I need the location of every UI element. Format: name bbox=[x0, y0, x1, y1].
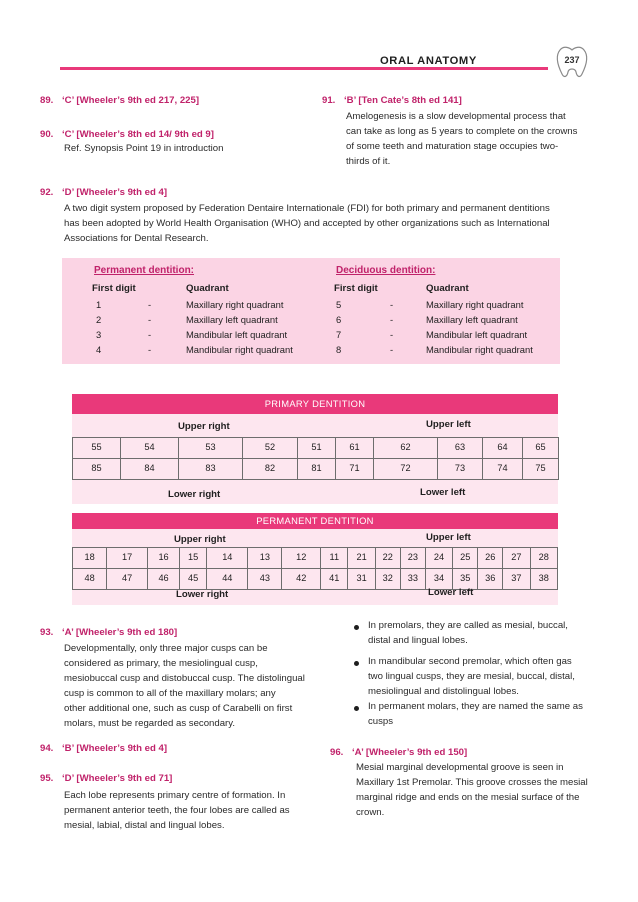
primary-upper-right-label: Upper right bbox=[178, 421, 230, 432]
tooth-number: 52 bbox=[243, 438, 298, 459]
fdi-quadrant: Maxillary left quadrant bbox=[186, 314, 278, 325]
text-line: thirds of it. bbox=[346, 156, 391, 167]
text-line: cusps bbox=[368, 716, 394, 727]
q96-text bbox=[356, 760, 606, 820]
fdi-dash: - bbox=[390, 329, 394, 340]
q95-number: 95. bbox=[40, 773, 54, 784]
tooth-number: 51 bbox=[298, 438, 336, 459]
text-line: Amelogenesis is a slow developmental process that bbox=[346, 111, 566, 122]
permanent-upper-row bbox=[73, 548, 558, 569]
bullet-icon bbox=[354, 625, 359, 630]
permanent-upper-left-label: Upper left bbox=[426, 532, 471, 543]
primary-upper-left-label: Upper left bbox=[426, 419, 471, 430]
tooth-number: 75 bbox=[523, 459, 559, 480]
tooth-number: 14 bbox=[207, 548, 248, 569]
tooth-number: 81 bbox=[298, 459, 336, 480]
text-line: distal and lingual lobes. bbox=[368, 635, 468, 646]
text-line: Mesial marginal developmental groove is seen in bbox=[356, 762, 564, 773]
text-line: considered as primary, the mesiolingual cusp, bbox=[64, 658, 258, 669]
fdi-quadrant: Maxillary right quadrant bbox=[186, 299, 284, 310]
q90-block bbox=[40, 128, 214, 142]
permanent-lower-left-label: Lower left bbox=[428, 587, 474, 598]
q94-answer: ‘B’ [Wheeler’s 9th ed 4] bbox=[62, 743, 168, 754]
fdi-dash: - bbox=[148, 314, 152, 325]
q92-answer: ‘D’ [Wheeler’s 9th ed 4] bbox=[62, 187, 168, 198]
tooth-number: 83 bbox=[179, 459, 243, 480]
tooth-number: 46 bbox=[148, 569, 180, 590]
fdi-dash: - bbox=[148, 329, 152, 340]
permanent-first-digit-header: First digit bbox=[92, 283, 136, 294]
tooth-number: 65 bbox=[523, 438, 559, 459]
text-line: mesiobuccal cusp and distobuccal cusp. The distolingual bbox=[64, 673, 305, 684]
text-line: has been adopted by World Health Organisation (WHO) and accepted by other organizations such as International bbox=[64, 218, 550, 229]
fdi-quadrant: Mandibular left quadrant bbox=[426, 329, 528, 340]
tooth-number: 54 bbox=[121, 438, 179, 459]
tooth-number: 82 bbox=[243, 459, 298, 480]
permanent-quadrant-header: Quadrant bbox=[186, 283, 229, 294]
bullet-item-molars bbox=[368, 699, 608, 729]
tooth-number: 35 bbox=[453, 569, 478, 590]
q91-text bbox=[346, 109, 596, 169]
fdi-quadrant: Mandibular right quadrant bbox=[426, 344, 533, 355]
permanent-lower-right-label: Lower right bbox=[176, 589, 229, 600]
tooth-number: 63 bbox=[438, 438, 483, 459]
fdi-quadrant: Maxillary left quadrant bbox=[426, 314, 518, 325]
deciduous-first-digit-header: First digit bbox=[334, 283, 378, 294]
q92-text bbox=[64, 201, 604, 246]
tooth-number: 27 bbox=[503, 548, 530, 569]
tooth-number: 85 bbox=[73, 459, 121, 480]
text-line: A two digit system proposed by Federation Dentaire Internationale (FDI) for both primary and permanent dentitions bbox=[64, 203, 550, 214]
text-line: marginal ridge and ends on the mesial surface of the bbox=[356, 792, 580, 803]
tooth-number: 13 bbox=[248, 548, 282, 569]
q96-number: 96. bbox=[330, 747, 344, 758]
tooth-number: 34 bbox=[425, 569, 452, 590]
tooth-number: 33 bbox=[400, 569, 425, 590]
tooth-number: 12 bbox=[282, 548, 321, 569]
fdi-digit: 1 bbox=[96, 299, 102, 310]
tooth-number: 42 bbox=[282, 569, 321, 590]
primary-upper-row bbox=[73, 438, 559, 459]
q90-text: Ref. Synopsis Point 19 in introduction bbox=[64, 143, 224, 154]
q93-answer: ‘A’ [Wheeler’s 9th ed 180] bbox=[62, 627, 178, 638]
q90-answer: ‘C’ [Wheeler’s 8th ed 14/ 9th ed 9] bbox=[62, 129, 214, 140]
text-line: mesiolingual and distolingual lobes. bbox=[368, 686, 519, 697]
text-line: In mandibular second premolar, which often gas bbox=[368, 656, 572, 667]
tooth-number: 73 bbox=[438, 459, 483, 480]
fdi-dash: - bbox=[148, 344, 152, 355]
q95-block bbox=[40, 772, 172, 786]
text-line: mesial, labial, distal and lingual lobes. bbox=[64, 820, 225, 831]
tooth-number: 84 bbox=[121, 459, 179, 480]
fdi-digit: 2 bbox=[96, 314, 102, 325]
q94-number: 94. bbox=[40, 743, 54, 754]
tooth-number: 17 bbox=[107, 548, 148, 569]
q92-number: 92. bbox=[40, 187, 54, 198]
fdi-quadrant: Mandibular right quadrant bbox=[186, 344, 293, 355]
tooth-number: 11 bbox=[321, 548, 348, 569]
tooth-number: 45 bbox=[180, 569, 207, 590]
tooth-number: 36 bbox=[478, 569, 503, 590]
text-line: two lingual cusps, they are mesial, buccal, distal, bbox=[368, 671, 575, 682]
q96-block bbox=[330, 746, 467, 760]
permanent-dentition-title: Permanent dentition: bbox=[94, 265, 195, 276]
q93-block bbox=[40, 626, 177, 640]
tooth-number: 25 bbox=[453, 548, 478, 569]
tooth-number: 62 bbox=[374, 438, 438, 459]
text-line: cusp is common to all of the maxillary molars; any bbox=[64, 688, 276, 699]
tooth-number: 24 bbox=[425, 548, 452, 569]
text-line: In permanent molars, they are named the same as bbox=[368, 701, 583, 712]
tooth-number: 26 bbox=[478, 548, 503, 569]
bullet-icon bbox=[354, 706, 359, 711]
fdi-dash: - bbox=[390, 344, 394, 355]
tooth-number: 22 bbox=[375, 548, 400, 569]
primary-lower-right-label: Lower right bbox=[168, 489, 221, 500]
q92-block bbox=[40, 186, 167, 200]
q91-block bbox=[322, 94, 462, 108]
text-line: permanent anterior teeth, the four lobes are called as bbox=[64, 805, 290, 816]
fdi-digit: 5 bbox=[336, 299, 342, 310]
tooth-number: 32 bbox=[375, 569, 400, 590]
tooth-number: 61 bbox=[336, 438, 374, 459]
text-line: other additional one, such as cusp of Carabelli on first bbox=[64, 703, 293, 714]
bullet-item-mandibular-premolar bbox=[368, 654, 608, 699]
tooth-number: 23 bbox=[400, 548, 425, 569]
q94-block bbox=[40, 742, 167, 756]
bullet-item-premolars bbox=[368, 618, 608, 648]
primary-dentition-banner: PRIMARY DENTITION bbox=[72, 394, 558, 414]
q91-number: 91. bbox=[322, 95, 336, 106]
q89-block bbox=[40, 94, 199, 108]
tooth-number: 71 bbox=[336, 459, 374, 480]
tooth-number: 64 bbox=[483, 438, 523, 459]
tooth-number: 16 bbox=[148, 548, 180, 569]
fdi-digit: 3 bbox=[96, 329, 102, 340]
tooth-number: 43 bbox=[248, 569, 282, 590]
deciduous-dentition-title: Deciduous dentition: bbox=[336, 265, 436, 276]
tooth-number: 53 bbox=[179, 438, 243, 459]
text-line: can take as long as 5 years to complete on the crowns bbox=[346, 126, 578, 137]
text-line: Developmentally, only three major cusps can be bbox=[64, 643, 268, 654]
q95-answer: ‘D’ [Wheeler’s 9th ed 71] bbox=[62, 773, 173, 784]
fdi-digit: 4 bbox=[96, 344, 102, 355]
fdi-digit: 8 bbox=[336, 344, 342, 355]
q89-number: 89. bbox=[40, 95, 54, 106]
text-line: Associations for Dental Research. bbox=[64, 233, 209, 244]
q91-answer: ‘B’ [Ten Cate’s 8th ed 141] bbox=[344, 95, 462, 106]
permanent-dentition-table bbox=[72, 547, 558, 590]
primary-dentition-table bbox=[72, 437, 559, 480]
q93-text bbox=[64, 641, 318, 731]
tooth-number: 74 bbox=[483, 459, 523, 480]
tooth-number: 31 bbox=[348, 569, 375, 590]
q96-answer: ‘A’ [Wheeler’s 9th ed 150] bbox=[352, 747, 468, 758]
tooth-number: 55 bbox=[73, 438, 121, 459]
text-line: crown. bbox=[356, 807, 385, 818]
chapter-title: ORAL ANATOMY bbox=[380, 55, 477, 67]
fdi-dash: - bbox=[390, 299, 394, 310]
tooth-number: 21 bbox=[348, 548, 375, 569]
tooth-number: 28 bbox=[530, 548, 557, 569]
permanent-dentition-banner: PERMANENT DENTITION bbox=[72, 513, 558, 529]
page-number: 237 bbox=[564, 55, 580, 65]
tooth-number: 47 bbox=[107, 569, 148, 590]
q89-answer: ‘C’ [Wheeler’s 9th ed 217, 225] bbox=[62, 95, 200, 106]
fdi-dash: - bbox=[390, 314, 394, 325]
fdi-notation-box bbox=[62, 258, 560, 364]
q95-text bbox=[64, 788, 320, 833]
primary-lower-row bbox=[73, 459, 559, 480]
permanent-upper-right-label: Upper right bbox=[174, 534, 226, 545]
primary-lower-left-label: Lower left bbox=[420, 487, 466, 498]
permanent-lower-row bbox=[73, 569, 558, 590]
tooth-number: 44 bbox=[207, 569, 248, 590]
tooth-number: 72 bbox=[374, 459, 438, 480]
text-line: Each lobe represents primary centre of formation. In bbox=[64, 790, 286, 801]
q90-number: 90. bbox=[40, 129, 54, 140]
text-line: of some teeth and maturation stage occupies two- bbox=[346, 141, 559, 152]
fdi-digit: 6 bbox=[336, 314, 342, 325]
text-line: molars, must be regarded as secondary. bbox=[64, 718, 235, 729]
tooth-number: 15 bbox=[180, 548, 207, 569]
bullet-icon bbox=[354, 661, 359, 666]
fdi-digit: 7 bbox=[336, 329, 342, 340]
tooth-number: 41 bbox=[321, 569, 348, 590]
fdi-quadrant: Mandibular left quadrant bbox=[186, 329, 288, 340]
tooth-number: 48 bbox=[73, 569, 107, 590]
q93-number: 93. bbox=[40, 627, 54, 638]
text-line: Maxillary 1st Premolar. This groove crosses the mesial bbox=[356, 777, 588, 788]
fdi-quadrant: Maxillary right quadrant bbox=[426, 299, 524, 310]
fdi-dash: - bbox=[148, 299, 152, 310]
tooth-number: 37 bbox=[503, 569, 530, 590]
text-line: In premolars, they are called as mesial, buccal, bbox=[368, 620, 568, 631]
tooth-number: 18 bbox=[73, 548, 107, 569]
tooth-number: 38 bbox=[530, 569, 557, 590]
deciduous-quadrant-header: Quadrant bbox=[426, 283, 469, 294]
